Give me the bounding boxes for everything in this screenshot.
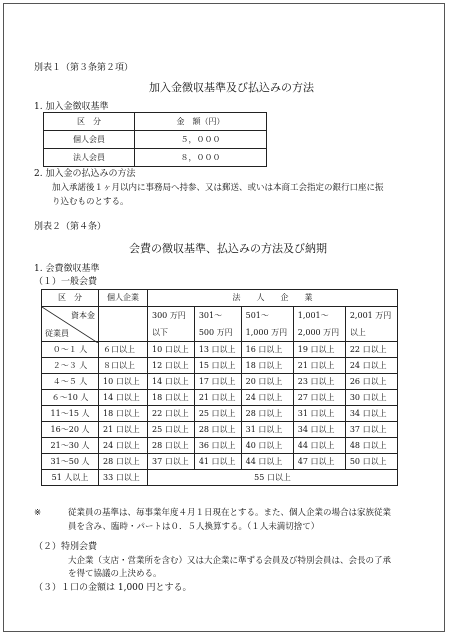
row-label: 法人会員: [44, 149, 135, 167]
corporate-units: 26 口以上: [345, 374, 397, 390]
corporate-units: 37 口以上: [148, 454, 195, 470]
corporate-units: 21 口以上: [293, 358, 345, 374]
header-class: 区 分: [44, 113, 135, 131]
table-row: [42, 342, 398, 358]
employee-range: ０～１ 人: [42, 342, 99, 358]
capital-label: 資本金: [71, 311, 95, 320]
corporate-units: 19 口以上: [293, 342, 345, 358]
table-row: [42, 438, 398, 454]
capital-range-top: 300 万円: [148, 307, 195, 325]
table-row: [42, 470, 398, 486]
corporate-units: 25 口以上: [194, 406, 241, 422]
capital-range-bottom: 500 万円: [194, 324, 241, 342]
appendix2-title: 会費の徴収基準、払込みの方法及び納期: [129, 242, 327, 255]
header-individual: 個人企業: [99, 290, 148, 307]
capital-top-row: [42, 307, 398, 325]
corporate-units: 48 口以上: [345, 438, 397, 454]
corporate-units: 10 口以上: [148, 342, 195, 358]
corporate-units: 40 口以上: [241, 438, 293, 454]
capital-range-bottom: 1,000 万円: [241, 324, 293, 342]
note-line1: 従業員の基準は、毎事業年度４月１日現在とする。また、個人企業の場合は家族従業: [68, 508, 392, 518]
corporate-units: 18 口以上: [241, 358, 293, 374]
sec1-heading: 1. 加入金徴収基準: [34, 102, 109, 112]
table-row: [42, 374, 398, 390]
individual-units: ６口以上: [99, 342, 148, 358]
corporate-units: 28 口以上: [194, 422, 241, 438]
corporate-units: 22 口以上: [148, 406, 195, 422]
individual-blank: [99, 307, 148, 342]
individual-units: 28 口以上: [99, 454, 148, 470]
individual-units: 10 口以上: [99, 374, 148, 390]
corporate-units: 12 口以上: [148, 358, 195, 374]
note-mark: ※: [34, 508, 42, 518]
corporate-units: 18 口以上: [148, 390, 195, 406]
corporate-units: 44 口以上: [241, 454, 293, 470]
document-page: [3, 3, 445, 632]
unit-amount-line: （３）１口の金額は 1,000 円とする。: [34, 583, 192, 593]
corporate-units: 22 口以上: [345, 342, 397, 358]
employee-range: ２～３ 人: [42, 358, 99, 374]
capital-range-top: 501～: [241, 307, 293, 325]
special-line2: を得て協議の上決める。: [68, 569, 162, 579]
corporate-units: 34 口以上: [293, 422, 345, 438]
fee-header-row: [42, 290, 398, 307]
corporate-units: 28 口以上: [148, 438, 195, 454]
appendix1-header: 別表１（第３条第２項）: [34, 63, 134, 73]
individual-units: ８口以上: [99, 358, 148, 374]
table-row: [42, 358, 398, 374]
individual-units: 33 口以上: [99, 470, 148, 486]
individual-units: 14 口以上: [99, 390, 148, 406]
table-row: [44, 149, 267, 167]
admission-fee-table: [43, 112, 267, 167]
employee-range: ６～10 人: [42, 390, 99, 406]
corporate-units-merged: 55 口以上: [148, 470, 398, 486]
note-line2: 員を含み、臨時・パートは０．５人換算する。（１人未満切捨て）: [68, 522, 320, 532]
appendix2-header: 別表２（第４条）: [34, 222, 107, 232]
employee-range: 51 人以上: [42, 470, 99, 486]
capital-range-top: 2,001 万円: [345, 307, 397, 325]
individual-units: 21 口以上: [99, 422, 148, 438]
table-row: [42, 422, 398, 438]
header-amount: 金 額（円）: [135, 113, 267, 131]
employee-range: ４～５ 人: [42, 374, 99, 390]
row-amount: ８，０００: [135, 149, 267, 167]
corporate-units: 21 口以上: [194, 390, 241, 406]
capital-range-bottom: 2,000 万円: [293, 324, 345, 342]
employee-range: 21～30 人: [42, 438, 99, 454]
corporate-units: 13 口以上: [194, 342, 241, 358]
corporate-units: 28 口以上: [241, 406, 293, 422]
capital-range-bottom: 以下: [148, 324, 195, 342]
corporate-units: 24 口以上: [345, 358, 397, 374]
corporate-units: 37 口以上: [345, 422, 397, 438]
corporate-units: 50 口以上: [345, 454, 397, 470]
fee-table: [41, 289, 398, 486]
table-row: [42, 390, 398, 406]
employees-label: 従業員: [45, 329, 69, 338]
employee-range: 11～15 人: [42, 406, 99, 422]
sec2-heading: 2. 加入金の払込みの方法: [34, 169, 136, 179]
corporate-units: 24 口以上: [241, 390, 293, 406]
corporate-units: 14 口以上: [148, 374, 195, 390]
fee-heading: 1. 会費徴収基準: [34, 264, 100, 274]
individual-units: 18 口以上: [99, 406, 148, 422]
corporate-units: 20 口以上: [241, 374, 293, 390]
table-row: [44, 131, 267, 149]
header-corporate: 法 人 企 業: [148, 290, 398, 307]
corporate-units: 15 口以上: [194, 358, 241, 374]
special-line1: 大企業（支店・営業所を含む）又は大企業に準ずる会員及び特別会員は、会長の了承: [68, 556, 392, 566]
corporate-units: 25 口以上: [148, 422, 195, 438]
capital-range-top: 301～: [194, 307, 241, 325]
individual-units: 24 口以上: [99, 438, 148, 454]
sec2-line1: 加入承諾後１ヶ月以内に事務局へ持参、又は郵送、或いは本商工会指定の銀行口座に振: [52, 183, 384, 193]
corporate-units: 16 口以上: [241, 342, 293, 358]
header-class: 区 分: [42, 290, 99, 307]
corporate-units: 34 口以上: [345, 406, 397, 422]
corporate-units: 41 口以上: [194, 454, 241, 470]
corporate-units: 36 口以上: [194, 438, 241, 454]
table-row: [42, 454, 398, 470]
corporate-units: 47 口以上: [293, 454, 345, 470]
sec2-line2: り込むものとする。: [52, 197, 129, 207]
capital-range-top: 1,001～: [293, 307, 345, 325]
corporate-units: 27 口以上: [293, 390, 345, 406]
appendix1-title: 加入金徴収基準及び払込みの方法: [149, 81, 314, 94]
table-row: [42, 406, 398, 422]
employee-range: 31～50 人: [42, 454, 99, 470]
corporate-units: 23 口以上: [293, 374, 345, 390]
special-fee-heading: （２）特別会費: [34, 542, 98, 552]
corporate-units: 44 口以上: [293, 438, 345, 454]
employee-range: 16～20 人: [42, 422, 99, 438]
corporate-units: 17 口以上: [194, 374, 241, 390]
row-label: 個人会員: [44, 131, 135, 149]
general-fee-subheading: （１）一般会費: [34, 277, 98, 287]
corporate-units: 30 口以上: [345, 390, 397, 406]
corporate-units: 31 口以上: [293, 406, 345, 422]
row-amount: ５，０００: [135, 131, 267, 149]
capital-employee-header: [42, 307, 99, 342]
capital-range-bottom: 以上: [345, 324, 397, 342]
corporate-units: 31 口以上: [241, 422, 293, 438]
table-header-row: [44, 113, 267, 131]
